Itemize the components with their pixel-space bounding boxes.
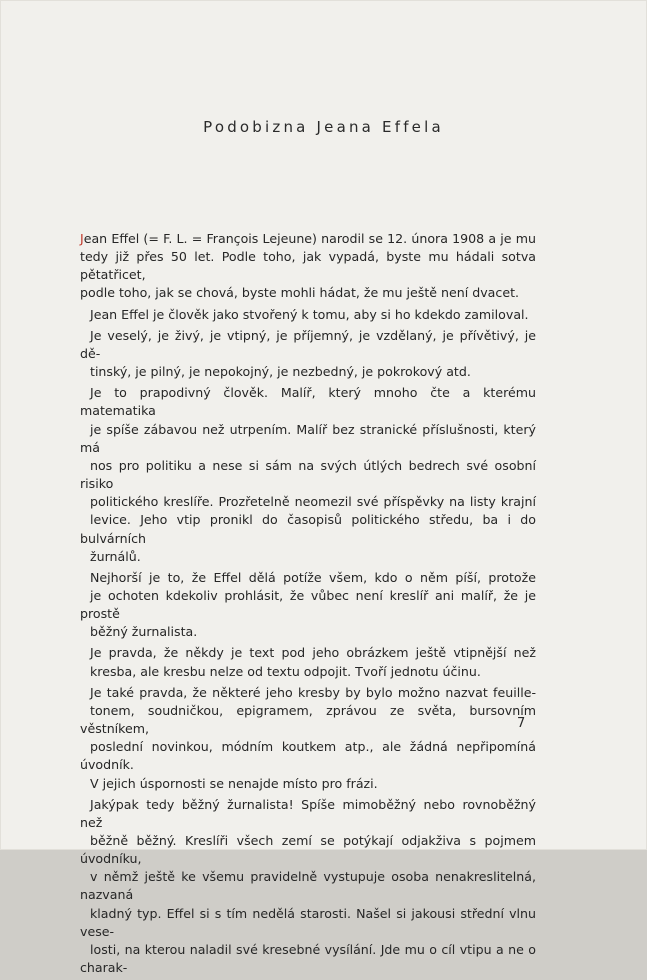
text-line: poslední novinkou, módním koutkem atp., ale žádná nepřipomíná úvodník. xyxy=(80,739,536,773)
text-line: tedy již přes 50 let. Podle toho, jak vypadá, byste mu hádali sotva pětatřicet, xyxy=(80,249,536,283)
text-line: tinský, je pilný, je nepokojný, je nezbedný, je pokrokový atd. xyxy=(90,364,471,380)
paragraph xyxy=(80,230,536,303)
text-line: Je veselý, je živý, je vtipný, je příjemný, je vzdělaný, je přívětivý, je dě- xyxy=(80,327,536,361)
paragraph xyxy=(80,796,536,978)
drop-cap: J xyxy=(80,231,84,246)
text-line: je ochoten kdekoliv prohlásit, že vůbec není kreslíř ani malíř, že je prostě xyxy=(80,587,536,622)
text-line: Je pravda, že někdy je text pod jeho obrázkem ještě vtipnější než xyxy=(90,645,536,661)
text-line: V jejich úspornosti se nenajde místo pro frázi. xyxy=(90,775,378,791)
text-line: Je to prapodivný člověk. Malíř, který mnoho čte a kterému matematika xyxy=(80,385,536,419)
page-title: Podobizna Jeana Effela xyxy=(203,118,444,136)
page-number: 7 xyxy=(517,716,526,731)
paragraph xyxy=(80,684,536,793)
paragraph xyxy=(80,306,536,324)
text-line: podle toho, jak se chová, byste mohli hádat, že mu ještě není dvacet. xyxy=(80,285,520,301)
paragraph xyxy=(80,327,536,381)
paragraph xyxy=(80,644,536,680)
text-line: v němž ještě ke všemu pravidelně vystupuje osoba nenakreslitelná, nazvaná xyxy=(80,869,536,903)
text-line: kresba, ale kresbu nelze od textu odpojit. Tvoří jednotu účinu. xyxy=(90,663,481,679)
paragraph xyxy=(80,384,536,566)
text-line: kladný typ. Effel si s tím nedělá starosti. Našel si jakousi střední vlnu vese- xyxy=(80,905,536,939)
article-body xyxy=(80,230,536,980)
text-line: je spíše zábavou než utrpením. Malíř bez stranické příslušnosti, který má xyxy=(80,421,536,455)
text-line: žurnálů. xyxy=(90,548,141,564)
text-line: běžně běžný. Kreslíři všech zemí se potýkají odjakživa s pojmem úvodníku, xyxy=(80,833,536,867)
text-line: politického kreslíře. Prozřetelně neomezil své příspěvky na listy krajní xyxy=(90,494,536,510)
text-line: tonem, soudničkou, epigramem, zprávou ze světa, bursovním věstníkem, xyxy=(80,702,536,737)
text-line: Jean Effel je člověk jako stvořený k tomu, aby si ho kdekdo zamiloval. xyxy=(90,306,529,322)
text-line: Je také pravda, že některé jeho kresby by bylo možno nazvat feuille- xyxy=(90,684,536,700)
text-line: běžný žurnalista. xyxy=(90,624,198,640)
text-line: losti, na kterou naladil své kresebné vysílání. Jde mu o cíl vtipu a ne o charak- xyxy=(80,941,536,976)
text-line: levice. Jeho vtip pronikl do časopisů politického středu, ba i do bulvárních xyxy=(80,512,536,546)
paragraph xyxy=(80,569,536,642)
text-line-content: ean Effel (= F. L. = François Lejeune) narodil se 12. února 1908 a je mu xyxy=(83,231,536,246)
text-line xyxy=(80,230,536,248)
text-line: nos pro politiku a nese si sám na svých útlých bedrech své osobní risiko xyxy=(80,457,536,492)
text-line: Jakýpak tedy běžný žurnalista! Spíše mimoběžný nebo rovnoběžný než xyxy=(80,796,536,830)
text-line: Nejhorší je to, že Effel dělá potíže všem, kdo o něm píší, protože xyxy=(90,569,536,585)
